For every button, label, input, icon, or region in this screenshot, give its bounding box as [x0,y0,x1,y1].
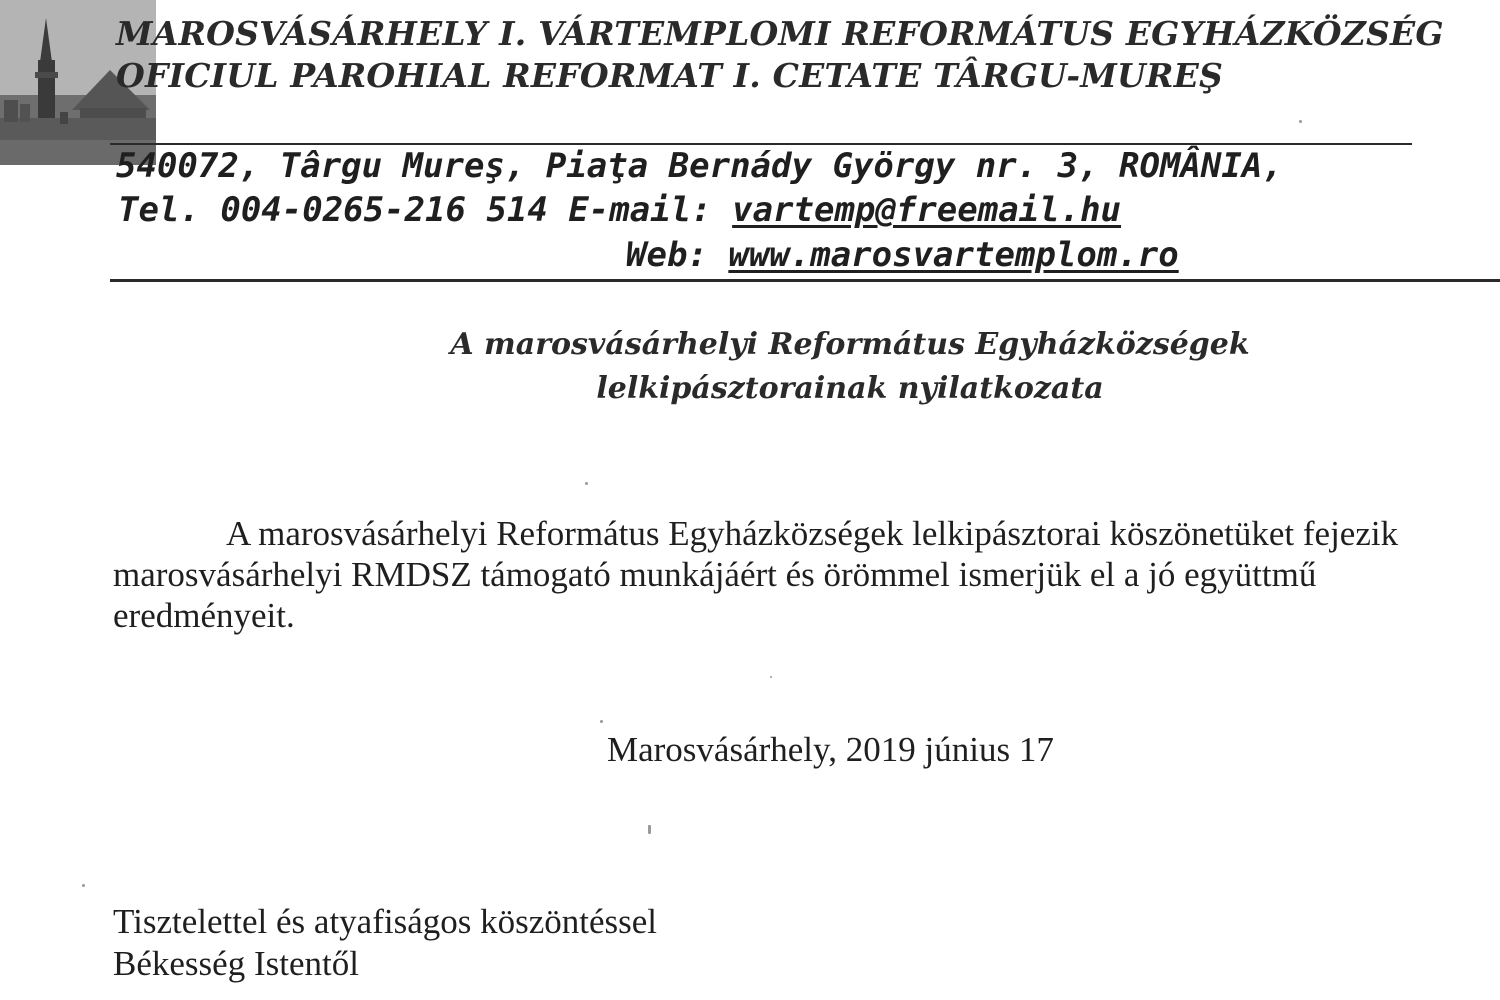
organization-name-hungarian: MAROSVÁSÁRHELY I. VÁRTEMPLOMI REFORMÁTUS EGYHÁZKÖZSÉG [116,14,1444,53]
organization-name-romanian: OFICIUL PAROHIAL REFORMAT I. CETATE TÂRGU-MUREŞ [116,56,1223,95]
body-line-3: eredményeit. [113,596,295,635]
document-title-line-1: A marosvásárhelyi Református Egyházközségek [450,327,1250,362]
place-and-date: Marosvásárhely, 2019 június 17 [607,730,1054,769]
postal-address: 540072, Târgu Mureş, Piaţa Bernády György nr. 3, ROMÂNIA, [116,146,1283,186]
scan-speck [648,825,651,834]
website-link[interactable]: www.marosvartemplom.ro [728,235,1179,275]
body-line-1: A marosvásárhelyi Református Egyházközségek lelkipásztorai köszönetüket fejezik [226,514,1399,553]
closing-greeting: Tisztelettel és atyafiságos köszöntéssel [113,902,658,941]
header-divider-bottom [110,279,1500,282]
scan-speck [1299,120,1302,123]
letter-body [113,513,1500,636]
contact-line [118,190,1121,230]
scan-speck [600,720,603,723]
web-label: Web: [626,235,729,275]
scan-speck [770,676,772,678]
telephone-label: Tel. 004-0265-216 514 E-mail: [118,190,733,230]
closing-blessing: Békesség Istentől [113,944,359,983]
scan-speck [585,482,588,485]
document-title-line-2: lelkipásztorainak nyilatkozata [596,371,1104,406]
header-divider-top [110,143,1412,145]
body-line-2: marosvásárhelyi RMDSZ támogató munkájáért és örömmel ismerjük el a jó együttmű [113,555,1317,594]
web-line [626,235,1179,275]
email-link[interactable]: vartemp@freemail.hu [732,190,1122,230]
scan-speck [82,884,85,887]
